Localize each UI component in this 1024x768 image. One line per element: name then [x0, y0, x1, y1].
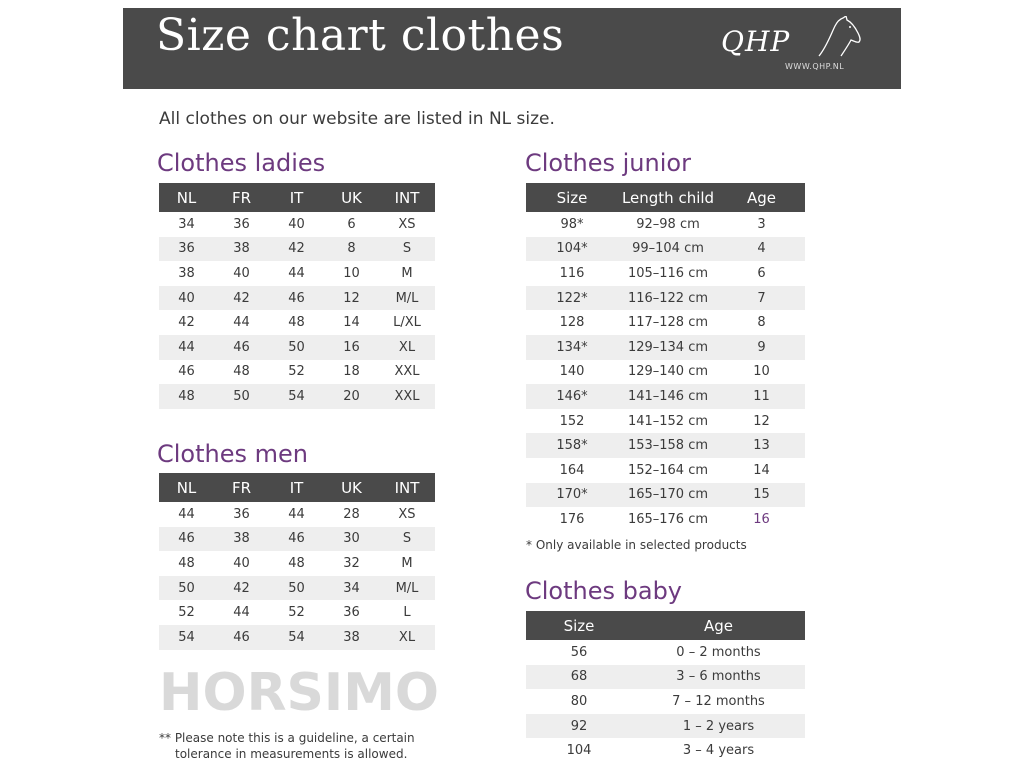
table-cell: 8 [324, 237, 379, 262]
table-cell: 48 [233, 364, 250, 380]
logo-url: WWW.QHP.NL [785, 62, 845, 71]
table-row [159, 384, 435, 409]
footnote-line-2: tolerance in measurements is allowed. [175, 747, 408, 761]
table-cell: 11 [718, 384, 805, 409]
table-cell: M [401, 555, 413, 571]
table-cell: 42 [269, 237, 324, 262]
table-cell: 10 [343, 265, 360, 281]
column-header: UK [324, 473, 379, 502]
table-cell: 104* [526, 237, 618, 262]
table-cell: 42 [214, 286, 269, 311]
table-cell: 1 – 2 years [632, 714, 805, 739]
table-cell: 52 [178, 605, 195, 621]
table-cell: 80 [570, 693, 588, 709]
table-cell: 54 [269, 625, 324, 650]
table-cell: 98* [560, 216, 584, 232]
table-cell: 164 [559, 462, 585, 478]
table-row [159, 237, 435, 262]
ladies-size-table [159, 183, 435, 409]
table-cell: M/L [379, 576, 435, 601]
table-cell: 92–98 cm [636, 216, 700, 232]
table-cell: 42 [214, 576, 269, 601]
horsimo-watermark [159, 662, 441, 718]
table-cell: 46 [178, 364, 195, 380]
table-cell: 38 [324, 625, 379, 650]
table-row [159, 360, 435, 385]
table-cell: 38 [178, 265, 195, 281]
table-cell: 176 [559, 511, 585, 527]
junior-size-table [526, 183, 805, 532]
table-cell: XXL [394, 364, 420, 380]
column-header: Age [718, 183, 805, 212]
table-header-row [526, 611, 805, 640]
table-cell: 46 [269, 527, 324, 552]
column-header: FR [214, 473, 269, 502]
table-cell: 117–128 cm [627, 315, 709, 331]
table-cell: 50 [269, 335, 324, 360]
table-row [159, 502, 435, 527]
table-cell: 9 [718, 335, 805, 360]
table-cell: 50 [214, 384, 269, 409]
table-cell: 141–152 cm [627, 413, 709, 429]
table-cell: 16 [753, 511, 770, 527]
table-cell: 38 [214, 527, 269, 552]
table-cell: 46 [159, 527, 214, 552]
table-cell: 18 [343, 364, 360, 380]
column-header: NL [159, 183, 214, 212]
table-cell: XS [398, 216, 416, 232]
table-cell: 36 [233, 506, 250, 522]
table-cell: 165–176 cm [627, 511, 709, 527]
table-cell: 153–158 cm [618, 433, 718, 458]
table-cell: 116 [559, 265, 585, 281]
table-cell: 48 [288, 315, 305, 331]
table-cell: 54 [159, 625, 214, 650]
table-cell: 0 – 2 months [676, 644, 761, 660]
table-cell: 28 [343, 506, 360, 522]
table-cell: 46 [269, 286, 324, 311]
table-row [159, 335, 435, 360]
table-cell: 50 [269, 576, 324, 601]
table-cell: 13 [718, 433, 805, 458]
column-header: IT [269, 183, 324, 212]
table-cell: 68 [526, 665, 632, 690]
table-row [159, 625, 435, 650]
table-cell: 40 [159, 286, 214, 311]
table-cell: 36 [343, 605, 360, 621]
table-row [526, 310, 805, 335]
table-row [526, 640, 805, 665]
table-cell: 140 [559, 364, 585, 380]
table-cell: 99–104 cm [618, 237, 718, 262]
table-cell: 44 [233, 605, 250, 621]
table-cell: XS [398, 506, 416, 522]
table-cell: 44 [178, 506, 195, 522]
table-cell: 152 [559, 413, 585, 429]
table-cell: 54 [269, 384, 324, 409]
table-cell: M [401, 265, 413, 281]
table-header-row [159, 183, 435, 212]
table-cell: 105–116 cm [627, 265, 709, 281]
column-header: Age [632, 611, 805, 640]
table-row [526, 714, 805, 739]
table-row [526, 237, 805, 262]
table-cell: 170* [526, 483, 618, 508]
table-cell: M/L [379, 286, 435, 311]
column-header: Length child [618, 183, 718, 212]
column-header: IT [269, 473, 324, 502]
table-cell: 8 [757, 315, 766, 331]
section-title-baby: Clothes baby [525, 577, 683, 605]
section-title-men: Clothes men [157, 440, 308, 468]
table-header-row [159, 473, 435, 502]
table-row [526, 261, 805, 286]
watermark-text: HORSIMO [159, 663, 439, 718]
table-cell: 4 [718, 237, 805, 262]
table-cell: 7 [718, 286, 805, 311]
table-cell: 122* [526, 286, 618, 311]
table-cell: 32 [343, 555, 360, 571]
table-cell: 129–140 cm [627, 364, 709, 380]
table-cell: 134* [526, 335, 618, 360]
table-cell: 12 [324, 286, 379, 311]
table-row [526, 286, 805, 311]
guideline-footnote [159, 730, 415, 762]
column-header: UK [324, 183, 379, 212]
table-cell: 30 [324, 527, 379, 552]
column-header: INT [379, 183, 435, 212]
table-row [526, 738, 805, 763]
table-cell: 15 [718, 483, 805, 508]
table-cell: 104 [566, 743, 592, 759]
table-cell: 20 [324, 384, 379, 409]
table-cell: 46 [214, 625, 269, 650]
table-cell: 3 – 4 years [682, 743, 755, 759]
table-cell: 14 [753, 462, 770, 478]
table-cell: 3 – 6 months [632, 665, 805, 690]
table-cell: 48 [159, 384, 214, 409]
table-cell: 38 [214, 237, 269, 262]
table-row [159, 261, 435, 286]
table-cell: 116–122 cm [618, 286, 718, 311]
table-cell: 52 [288, 364, 305, 380]
table-row [526, 665, 805, 690]
table-cell: 12 [753, 413, 770, 429]
table-row [159, 286, 435, 311]
table-cell: 50 [159, 576, 214, 601]
table-cell: 36 [159, 237, 214, 262]
table-row [526, 689, 805, 714]
table-row [159, 212, 435, 237]
table-cell: XL [379, 625, 435, 650]
table-cell: 40 [233, 265, 250, 281]
table-cell: 7 – 12 months [672, 693, 765, 709]
table-cell: S [379, 237, 435, 262]
table-cell: 44 [233, 315, 250, 331]
table-row [526, 483, 805, 508]
table-row [526, 433, 805, 458]
qhp-logo [721, 16, 871, 76]
table-row [159, 600, 435, 625]
section-title-ladies: Clothes ladies [157, 149, 326, 177]
table-cell: 146* [526, 384, 618, 409]
table-cell: L/XL [393, 315, 421, 331]
table-cell: 92 [526, 714, 632, 739]
table-cell: 14 [343, 315, 360, 331]
table-row [526, 458, 805, 483]
table-cell: 3 [757, 216, 766, 232]
table-cell: XL [379, 335, 435, 360]
table-cell: 34 [178, 216, 195, 232]
table-cell: 46 [214, 335, 269, 360]
logo-text: QHP [721, 25, 791, 58]
table-cell: 40 [233, 555, 250, 571]
table-row [526, 507, 805, 532]
table-cell: 48 [288, 555, 305, 571]
table-cell: 129–134 cm [618, 335, 718, 360]
table-cell: 48 [178, 555, 195, 571]
column-header: FR [214, 183, 269, 212]
intro-text: All clothes on our website are listed in NL size. [159, 109, 555, 129]
column-header: INT [379, 473, 435, 502]
table-cell: 42 [178, 315, 195, 331]
table-cell: 44 [288, 265, 305, 281]
table-cell: 165–170 cm [618, 483, 718, 508]
column-header: Size [526, 611, 632, 640]
men-size-table [159, 473, 435, 650]
table-cell: 56 [570, 644, 588, 660]
table-cell: 36 [233, 216, 250, 232]
table-cell: 44 [159, 335, 214, 360]
table-cell: 52 [288, 605, 305, 621]
table-cell: XXL [379, 384, 435, 409]
horse-head-icon [813, 16, 863, 62]
table-header-row [526, 183, 805, 212]
table-row [159, 310, 435, 335]
table-cell: 128 [559, 315, 585, 331]
table-cell: 152–164 cm [627, 462, 709, 478]
table-cell: 40 [288, 216, 305, 232]
table-cell: 6 [347, 216, 356, 232]
footnote-line-1: ** Please note this is a guideline, a certain [159, 731, 415, 745]
header-banner [123, 8, 901, 89]
section-title-junior: Clothes junior [525, 149, 691, 177]
table-row [526, 335, 805, 360]
table-cell: S [379, 527, 435, 552]
table-row [159, 551, 435, 576]
table-cell: 44 [288, 506, 305, 522]
page-title: Size chart clothes [156, 10, 565, 61]
table-cell: 34 [324, 576, 379, 601]
table-cell: 141–146 cm [618, 384, 718, 409]
table-cell: 10 [753, 364, 770, 380]
column-header: NL [159, 473, 214, 502]
table-row [159, 527, 435, 552]
table-cell: 16 [324, 335, 379, 360]
table-cell: 6 [757, 265, 766, 281]
table-row [526, 360, 805, 385]
column-header: Size [526, 183, 618, 212]
table-row [526, 409, 805, 434]
table-row [526, 384, 805, 409]
baby-size-table [526, 611, 805, 763]
table-cell: 158* [526, 433, 618, 458]
table-row [159, 576, 435, 601]
table-cell: L [403, 605, 411, 621]
table-row [526, 212, 805, 237]
availability-note: * Only available in selected products [526, 538, 747, 552]
